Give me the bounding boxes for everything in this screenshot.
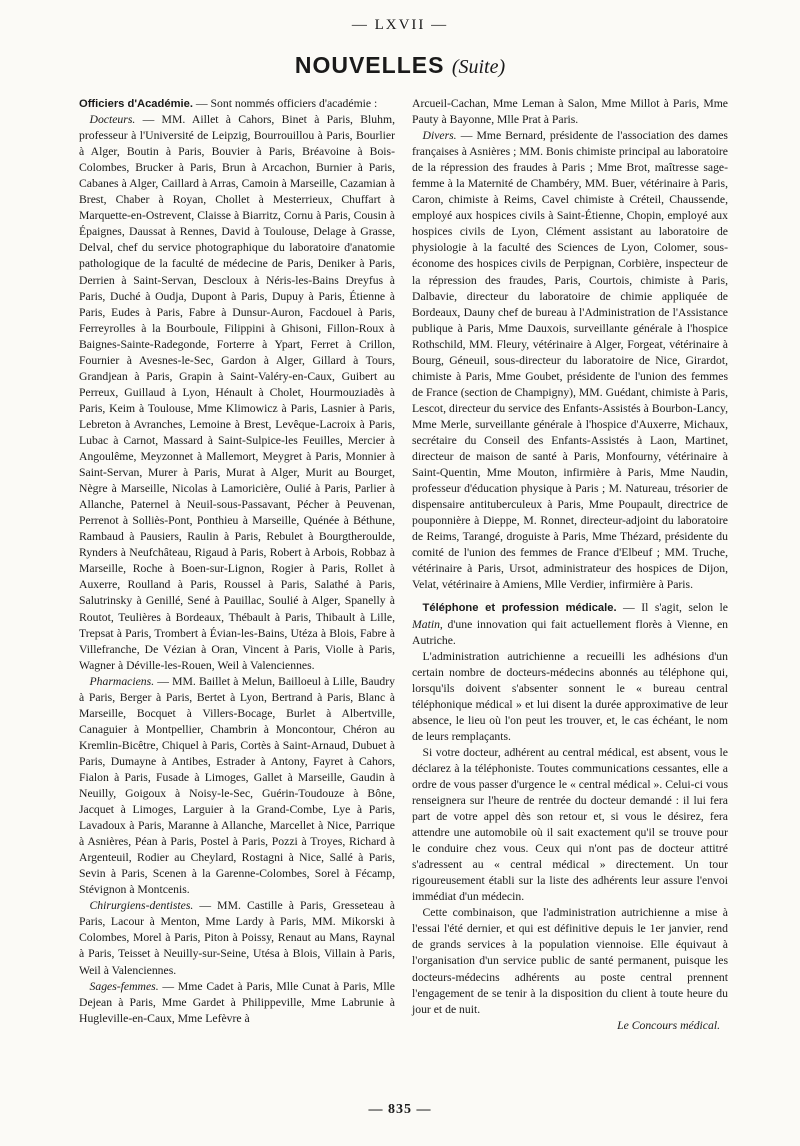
title-text: NOUVELLES — [294, 52, 445, 78]
left-column — [79, 96, 395, 1027]
chirurgiens-label: Chirurgiens-dentistes. — [89, 899, 194, 913]
source-signature: Le Concours médical. — [617, 1018, 720, 1032]
docteurs-text: — MM. Aillet à Cahors, Binet à Paris, Bluhm, professeur à l'Université de Leipzig, Bourrouillou à Paris, Bourlier à Alger, Boutin à Paris, Bouvier à Paris, Bréavoine à Bois-Colombes, Brucker à Paris, Brun à Arcachon, Burnier à Paris, Cabanes à Alger, Caillard à Arras, Camoin à Marseille, Cazamian à Brest, Chaber à Royan, Chollet à Mesterrieux, Chuffart à Marquette-en-Ostrevent, Claisse à Biarritz, Cornu à Paris, Cousin à Épaignes, Daussat à Rennes, David à Toulouse, Delage à Grasse, Delval, chef du service photographique du laboratoire d'anatomie pathologique de la faculté de médecine de Paris, Deniker à Paris, Derrien à Saint-Servan, Descloux à Néris-les-Bains Dreyfus à Paris, Duché à Oudja, Dupont à Paris, Dupuy à Paris, Étienne à Paris, Eudes à Paris, Fabre à Dunsur-Auron, Facdouel à Paris, Ferreyrolles à la Bourboule, Filippini à Ghisoni, Fillon-Roux à Baignes-Sainte-Radegonde, Forterre à Ypart, Ferret à Crillon, Fournier à Avesnes-le-Sec, Gardon à Alger, Gillard à Tours, Grandjean à Paris, Grapin à Saint-Valéry-en-Caux, Guibert au Perreux, Guillaud à Lyon, Hénault à Cholet, Hourmouziadès à Paris, Keim à Toulouse, Mme Klimowicz à Paris, Lasnier à Paris, Lebreton à Avranches, Lemoine à Brest, Levêque-Lacroix à Paris, Lubac à Carnot, Massard à Saint-Sulpice-les Feuilles, Mercier à Angoulême, Meyzonnet à Mallemort, Meygret à Paris, Monnier à Saint-Servan, Murer à Paris, Murat à Alger, Murit au Bourget, Nègre à Marseille, Nicolas à Lamoricière, Oulié à Paris, Parlier à Allanche, Paternel à Neuil-sous-Passavant, Pécher à Peuvenan, Perrenot à Solliès-Pont, Ponthieu à Marseille, Quénée à Béthune, Rambaud à Pausiers, Raulin à Paris, Rebulet à Bourgtheroulde, Rynders à Neufchâteau, Rigaud à Paris, Robert à Arbois, Robbaz à Marseille, Roche à Boen-sur-Lignon, Rogier à Paris, Rollet à Auxerre, Roulland à Paris, Roussel à Paris, Salathé à Paris, Salutrinsky à Genillé, Sené à Pauillac, Soulié à Alger, Spanelly à Routot, Teulières à Bordeaux, Thébault à Paris, Thibault à Lille, Trepsat à Paris, Trombert à Évian-les-Bains, Utéza à Blois, Fabre à Villefranche, De Vézian à Oran, Vincent à Paris, Violle à Paris, Wagner à Déville-les-Rouen, Weil à Valenciennes. — [79, 113, 395, 672]
page-number: — 835 — — [368, 1102, 432, 1117]
combinaison-paragraph: Cette combinaison, que l'administration autrichienne a mise à l'essai l'été dernier, et qui est définitive depuis le 1er janvier, rend de grands services à la population viennoise. Elle équivaut à l'organisation d'un service public de santé permanent, puisque les docteurs-médecins adhérents au poste central prennent l'engagement de se tenir à la disposition du client à toute heure du jour et de nuit. — [412, 906, 728, 1016]
docteurs-paragraph — [79, 112, 395, 674]
divers-paragraph — [412, 128, 728, 593]
page-number-roman: — LXVII — — [351, 17, 449, 33]
telephone-text-2: , d'une innovation qui fait actuellement florès à Vienne, en Autriche. — [412, 617, 728, 647]
administration-paragraph: L'administration autrichienne a recueilli les adhésions d'un certain nombre de docteurs-médecins abonnés au téléphone qui, lorsqu'ils doivent s'absenter sonnent le « bureau central téléphonique médical » et lui disent la durée approximative de leur absence, le lieu où l'on peut les trouver, et, le cas échéant, le nom de leurs remplaçants. — [412, 649, 728, 743]
telephone-paragraph — [412, 600, 728, 648]
sages-femmes-continued: Arcueil-Cachan, Mme Leman à Salon, Mme Millot à Paris, Mme Pauty à Bayonne, Mlle Prat à Paris. — [412, 97, 728, 127]
right-column — [412, 96, 728, 1034]
pharmaciens-text: — MM. Baillet à Melun, Bailloeul à Lille, Baudry à Paris, Berger à Paris, Bertet à Lyon, Bertrand à Paris, Blanc à Marseille, Bocquet à Villers-Bocage, Burlet à Albertville, Canaguier à Montpellier, Chambrin à Moncontour, Chéron au Kremlin-Bicêtre, Chiquel à Paris, Cortès à Saint-Arnaud, Dubuet à Paris, Dumayne à Antibes, Estrader à Antony, Fayret à Cahors, Fialon à Paris, Fusade à Limoges, Gallet à Marseille, Gaudin à Neuilly, Goigoux à Noisy-le-Sec, Guérin-Toudouze à Bône, Jacquet à Limoges, Larguier à la Grand-Combe, Lye à Paris, Lavadoux à Paris, Maranne à Allanche, Marcellet à Nice, Parrique à Asnières, Péan à Paris, Postel à Paris, Pozzi à Troyes, Richard à Argenteuil, Rodier au Cheylard, Rostagni à Nice, Sallé à Paris, Sevin à Paris, Scenen à la Garenne-Colombes, Sorel à Fécamp, Stévignon à Montcenis. — [79, 674, 395, 897]
sages-femmes-label: Sages-femmes. — [89, 979, 159, 993]
telephone-text-1: — Il s'agit, selon le — [616, 601, 728, 615]
officiers-heading: Officiers d'Académie. — [79, 98, 193, 110]
sages-femmes-paragraph — [79, 979, 395, 1027]
officiers-intro: — Sont nommés officiers d'académie : — [192, 97, 378, 110]
telephone-heading: Téléphone et profession médicale. — [422, 602, 617, 615]
officiers-paragraph — [79, 96, 395, 112]
chirurgiens-paragraph — [79, 898, 395, 978]
pharmaciens-paragraph — [79, 674, 395, 899]
sages-femmes-text: — Mme Cadet à Paris, Mlle Cunat à Paris, Mlle Dejean à Paris, Mme Gardet à Philippeville, Mme Labrunie à Hugleville-en-Caux, Mme Lefèvre à — [79, 979, 395, 1025]
chirurgiens-text: — MM. Castille à Paris, Gresseteau à Paris, Lacour à Menton, Mme Lardy à Paris, MM. Mikorski à Colombes, Morel à Paris, Piton à Poissy, Renaut au Mans, Raynal à Paris, Teisset à Neuilly-sur-Seine, Utésa à Blois, Villain à Paris, Weil à Valenciennes. — [79, 899, 395, 977]
divers-text: — Mme Bernard, présidente de l'association des dames françaises à Asnières ; MM. Bonis chimiste principal au laboratoire de la répression des fraudes à Paris ; Mme Brot, maîtresse sage-femme à la Maternité de Chambéry, MM. Buer, vétérinaire à Paris, Caron, chimiste à Reims, Cavel chimiste à Créteil, Chaussende, employé aux hospices civils à Saint-Étienne, Chopin, employé aux hospices civils de Lyon, Clément assistant au laboratoire de physiologie à la faculté des Sciences de Lyon, Colomer, sous-économe des hospices civils de Perpignan, Corbière, inspecteur de la répression des fraudes, Paris, Courtois, chimiste à Paris, Dalbavie, directeur du laboratoire de chimie appliquée de Bordeaux, Dauny chef de bureau à l'Administration de l'Assistance publique à Paris, Mme Dauxois, surveillante générale à l'hospice Rothschild, MM. Fleury, vétérinaire à Alger, Forgeat, vétérinaire à Bourg, Géneuil, sous-directeur du laboratoire de Nice, Girardot, chimiste à Paris, Mme Goubet, présidente de l'union des femmes de France (section de Champigny), MM. Guédant, chimiste à Paris, Lescot, directeur du service des Enfants-Assistés à Bourbon-Lancy, Mme Merle, surveillante générale à l'hospice d'Auxerre, Michaux, secrétaire du Conseil des Enfants-Assistés à Laon, Martinet, directeur de maison de santé à Paris, Monfourny, vétérinaire à Saint-Quentin, Mme Mouton, infirmière à Paris, Mme Naudin, professeur d'éducation physique à Paris ; M. Natureau, trésorier de dispensaire antituberculeux à Paris, Mme Poupault, directrice de pouponnière à Dieppe, M. Ronnet, directeur-adjoint du laboratoire de Reims, Tarangé, droguiste à Paris, Mme Thézard, présidente du comité de l'union des femmes de France d'Elbeuf ; MM. Truche, vétérinaire à Paris, Ursot, administrateur des hospices de Dijon, Velat, vétérinaire à Amiens, Mlle Verdier, infirmière à Paris. — [412, 129, 728, 592]
docteur-absent-paragraph: Si votre docteur, adhérent au central médical, est absent, vous le déclarez à la téléphoniste. Toutes communications cessantes, elle a ordre de vous passer d'urgence le « central médical ». Celui-ci vous renseignera sur l'heure de rentrée du docteur demandé : il lui fera part de votre appel dès son retour et, si vous le désirez, fera attendre une automobile où il sait exactement qu'il se trouve pour le conduire chez vous. Ceux qui n'ont pas de docteur attitré s'adressent au « central médical » directement. Un tour rigoureusement établi sur la liste des adhérents leur assure l'envoi immédiat d'un médecin. — [412, 745, 728, 904]
divers-label: Divers. — [422, 129, 457, 143]
telephone-matin: Matin — [412, 617, 440, 631]
docteurs-label: Docteurs. — [89, 113, 136, 127]
page-title — [0, 52, 800, 79]
title-suite: (Suite) — [451, 56, 506, 78]
pharmaciens-label: Pharmaciens. — [89, 674, 155, 688]
